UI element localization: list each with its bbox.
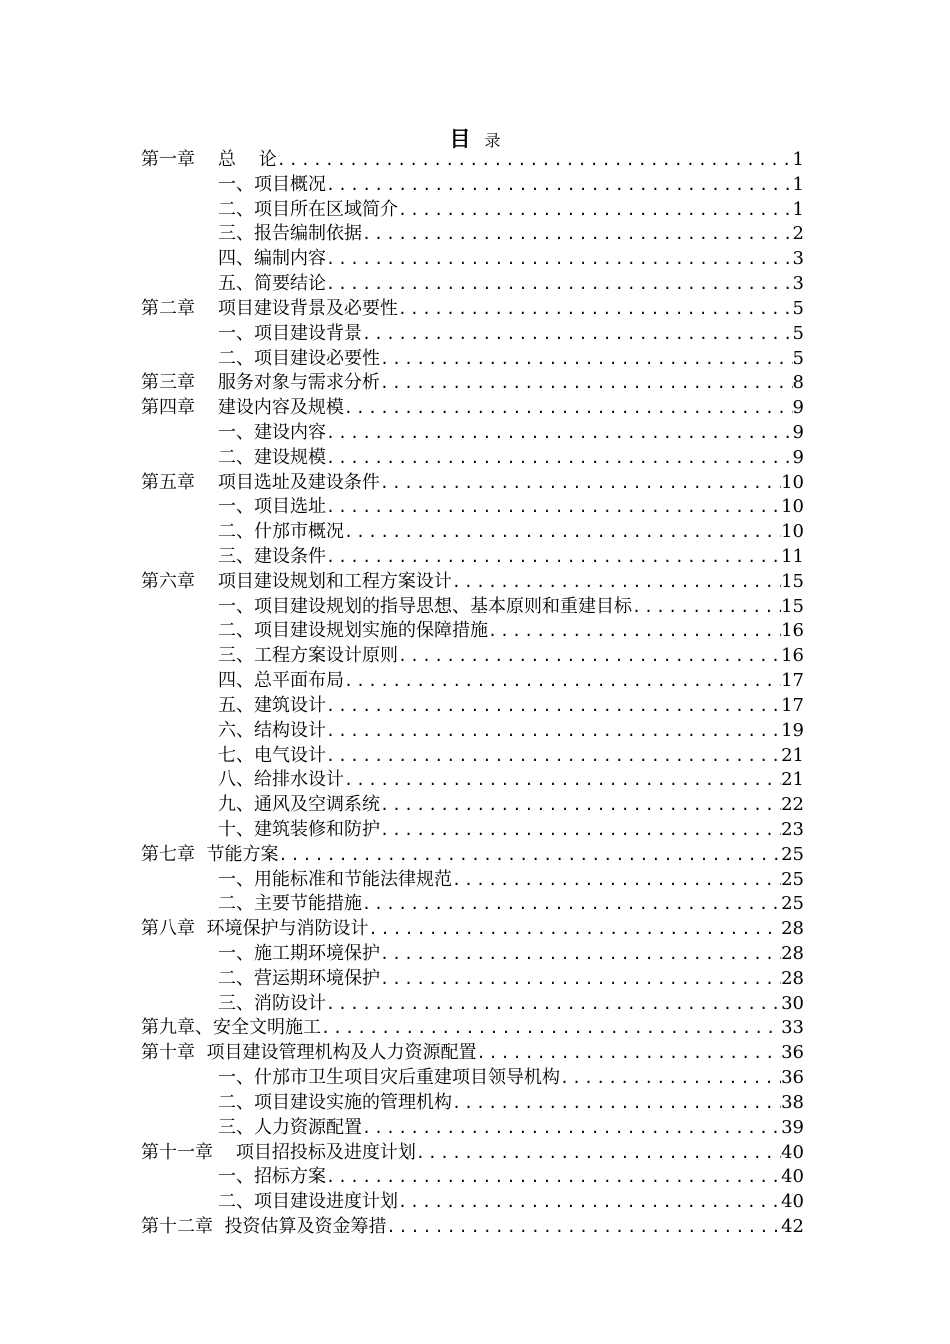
toc-entry-label: 二、什邡市概况	[218, 521, 344, 543]
toc-leader-dots	[632, 595, 781, 620]
toc-entry-label: 二、建设规模	[218, 446, 326, 468]
toc-leader-dots	[416, 1141, 781, 1166]
toc-chapter-entry[interactable]	[141, 570, 804, 595]
toc-entry-label: 一、项目概况	[218, 173, 326, 195]
toc-leader-dots	[452, 868, 781, 893]
toc-section-entry[interactable]	[141, 272, 804, 297]
toc-entry-label: 五、简要结论	[218, 273, 326, 295]
toc-chapter-entry[interactable]	[141, 396, 804, 421]
toc-section-entry[interactable]	[141, 1066, 804, 1091]
toc-page-number: 9	[792, 397, 804, 419]
toc-page-number: 25	[781, 893, 804, 915]
toc-leader-dots	[326, 272, 793, 297]
toc-title-suffix: 录	[484, 131, 501, 150]
toc-page-number: 10	[781, 521, 804, 543]
toc-page-number: 3	[792, 248, 804, 270]
toc-page-number: 40	[781, 1166, 804, 1188]
toc-entry-label: 第十一章 项目招投标及进度计划	[141, 1141, 416, 1163]
toc-leader-dots	[380, 818, 781, 843]
toc-section-entry[interactable]	[141, 595, 804, 620]
toc-page-number: 5	[792, 347, 804, 369]
toc-page-number: 40	[781, 1141, 804, 1163]
toc-entry-label: 第四章 建设内容及规模	[141, 397, 344, 419]
toc-leader-dots	[380, 347, 793, 372]
toc-entry-label: 第二章 项目建设背景及必要性	[141, 297, 398, 319]
toc-entry-label: 二、项目建设进度计划	[218, 1191, 398, 1213]
toc-entry-label: 六、结构设计	[218, 719, 326, 741]
toc-page-number: 30	[781, 992, 804, 1014]
toc-entry-label: 第八章 环境保护与消防设计	[141, 918, 369, 940]
toc-page-number: 15	[781, 595, 804, 617]
toc-leader-dots	[344, 396, 793, 421]
toc-chapter-entry[interactable]	[141, 1016, 804, 1041]
toc-leader-dots	[277, 148, 793, 173]
toc-entry-label: 第六章 项目建设规划和工程方案设计	[141, 570, 452, 592]
toc-leader-dots	[398, 198, 793, 223]
toc-entry-label: 一、什邡市卫生项目灾后重建项目领导机构	[218, 1067, 560, 1089]
toc-entry-label: 一、项目建设背景	[218, 322, 362, 344]
toc-entry-label: 第五章 项目选址及建设条件	[141, 471, 380, 493]
toc-leader-dots	[476, 1041, 781, 1066]
toc-entry-label: 二、项目建设规划实施的保障措施	[218, 620, 488, 642]
toc-title-main: 目	[449, 126, 471, 151]
toc-chapter-entry[interactable]	[141, 917, 804, 942]
toc-section-entry[interactable]	[141, 793, 804, 818]
toc-entry-label: 三、消防设计	[218, 992, 326, 1014]
toc-leader-dots	[344, 768, 781, 793]
toc-page-number: 40	[781, 1191, 804, 1213]
toc-page-number: 28	[781, 918, 804, 940]
toc-section-entry[interactable]	[141, 992, 804, 1017]
toc-entry-label: 第一章 总 论	[141, 149, 277, 170]
toc-chapter-entry[interactable]	[141, 471, 804, 496]
toc-leader-dots	[326, 173, 793, 198]
toc-leader-dots	[380, 371, 793, 396]
toc-page-number: 10	[781, 496, 804, 518]
toc-leader-dots	[326, 744, 781, 769]
toc-entry-label: 第十二章 投资估算及资金筹措	[141, 1215, 387, 1237]
toc-entry-label: 三、建设条件	[218, 546, 326, 567]
toc-page-number: 15	[781, 570, 804, 592]
toc-leader-dots	[362, 222, 793, 247]
toc-page-number: 5	[792, 297, 804, 319]
toc-leader-dots	[362, 322, 793, 347]
toc-page-number: 36	[781, 1042, 804, 1064]
toc-leader-dots	[488, 619, 781, 644]
toc-section-entry[interactable]	[141, 744, 804, 769]
toc-page-number: 25	[781, 868, 804, 890]
toc-entry-label: 二、项目建设实施的管理机构	[218, 1091, 452, 1113]
toc-page-number: 42	[781, 1215, 804, 1237]
toc-page-number: 9	[792, 421, 804, 443]
toc-entry-label: 三、报告编制依据	[218, 223, 362, 245]
toc-page-number: 28	[781, 943, 804, 964]
toc-entry-label: 七、电气设计	[218, 744, 326, 766]
toc-section-entry[interactable]	[141, 1190, 804, 1215]
toc-page-number: 5	[792, 322, 804, 344]
toc-section-entry[interactable]	[141, 173, 804, 198]
toc-entry-label: 一、施工期环境保护	[218, 943, 380, 964]
toc-entry-label: 二、项目建设必要性	[218, 347, 380, 369]
toc-page-number: 36	[781, 1067, 804, 1089]
toc-section-entry[interactable]	[141, 520, 804, 545]
toc-page-number: 21	[781, 744, 804, 766]
toc-leader-dots	[452, 1091, 781, 1116]
toc-leader-dots	[368, 917, 781, 942]
toc-leader-dots	[386, 1215, 781, 1240]
toc-entry-label: 一、建设内容	[218, 421, 326, 443]
toc-leader-dots	[326, 1165, 781, 1190]
toc-leader-dots	[362, 1116, 781, 1141]
toc-leader-dots	[380, 967, 781, 992]
toc-section-entry[interactable]	[141, 545, 804, 570]
toc-section-entry[interactable]	[141, 446, 804, 471]
toc-section-entry[interactable]	[141, 347, 804, 372]
toc-leader-dots	[452, 570, 781, 595]
toc-leader-dots	[326, 992, 781, 1017]
toc-section-entry[interactable]	[141, 644, 804, 669]
toc-section-entry[interactable]	[141, 1116, 804, 1141]
toc-chapter-entry[interactable]	[141, 1041, 804, 1066]
toc-page-number: 16	[781, 620, 804, 642]
toc-page-number: 1	[792, 149, 804, 170]
toc-page-number: 22	[781, 794, 804, 816]
toc-page-number: 3	[792, 273, 804, 295]
toc-page-number: 19	[781, 719, 804, 741]
toc-entry-label: 一、项目建设规划的指导思想、基本原则和重建目标	[218, 595, 632, 617]
toc-entry-label: 二、项目所在区域简介	[218, 198, 398, 220]
toc-leader-dots	[398, 297, 793, 322]
toc-page-number: 10	[781, 471, 804, 493]
toc-leader-dots	[344, 520, 781, 545]
toc-section-entry[interactable]	[141, 669, 804, 694]
toc-section-entry[interactable]	[141, 1091, 804, 1116]
toc-section-entry[interactable]	[141, 694, 804, 719]
toc-leader-dots	[321, 1016, 781, 1041]
toc-leader-dots	[326, 421, 793, 446]
toc-page-number: 9	[792, 446, 804, 468]
toc-entry-label: 三、工程方案设计原则	[218, 645, 398, 667]
toc-section-entry[interactable]	[141, 868, 804, 893]
toc-entry-label: 三、人力资源配置	[218, 1116, 362, 1138]
toc-entry-label: 十、建筑装修和防护	[218, 818, 380, 840]
toc-section-entry[interactable]	[141, 247, 804, 272]
toc-section-entry[interactable]	[141, 198, 804, 223]
toc-chapter-entry[interactable]	[141, 148, 804, 173]
toc-page-number: 17	[781, 670, 804, 692]
toc-leader-dots	[326, 694, 781, 719]
toc-entry-label: 第九章、安全文明施工	[141, 1017, 321, 1039]
toc-page-number: 39	[781, 1116, 804, 1138]
toc-page-number: 38	[781, 1091, 804, 1113]
toc-page-number: 1	[792, 173, 804, 195]
toc-page-number: 33	[781, 1017, 804, 1039]
toc-entry-label: 二、营运期环境保护	[218, 967, 380, 989]
toc-page-number: 17	[781, 694, 804, 716]
toc-page-number: 21	[781, 769, 804, 791]
toc-section-entry[interactable]	[141, 322, 804, 347]
toc-page-number: 2	[792, 223, 804, 245]
toc-entry-label: 一、用能标准和节能法律规范	[218, 868, 452, 890]
toc-leader-dots	[380, 471, 781, 496]
toc-leader-dots	[362, 892, 781, 917]
toc-entry-label: 第七章 节能方案	[141, 843, 279, 865]
toc-leader-dots	[326, 495, 781, 520]
toc-entry-label: 九、通风及空调系统	[218, 794, 380, 816]
toc-chapter-entry[interactable]	[141, 1141, 804, 1166]
toc-leader-dots	[326, 545, 781, 570]
toc-page-number: 16	[781, 645, 804, 667]
toc-entry-label: 二、主要节能措施	[218, 893, 362, 915]
toc-section-entry[interactable]	[141, 892, 804, 917]
toc-section-entry[interactable]	[141, 719, 804, 744]
toc-leader-dots	[380, 942, 781, 967]
toc-page-number: 25	[781, 843, 804, 865]
toc-page-number: 1	[792, 198, 804, 220]
toc-section-entry[interactable]	[141, 619, 804, 644]
toc-chapter-entry[interactable]	[141, 843, 804, 868]
toc-entry-label: 四、编制内容	[218, 248, 326, 270]
toc-leader-dots	[380, 793, 781, 818]
toc-page-number: 8	[792, 372, 804, 394]
toc-section-entry[interactable]	[141, 818, 804, 843]
toc-leader-dots	[344, 669, 781, 694]
toc-section-entry[interactable]	[141, 967, 804, 992]
table-of-contents	[141, 148, 804, 1240]
toc-leader-dots	[278, 843, 781, 868]
toc-entry-label: 第十章 项目建设管理机构及人力资源配置	[141, 1042, 477, 1064]
toc-entry-label: 八、给排水设计	[218, 769, 344, 791]
toc-page-number: 28	[781, 967, 804, 989]
toc-section-entry[interactable]	[141, 222, 804, 247]
toc-page-number: 11	[781, 546, 804, 567]
toc-chapter-entry[interactable]	[141, 371, 804, 396]
toc-leader-dots	[326, 247, 793, 272]
toc-entry-label: 第三章 服务对象与需求分析	[141, 372, 380, 394]
toc-entry-label: 一、招标方案	[218, 1166, 326, 1188]
toc-entry-label: 四、总平面布局	[218, 670, 344, 692]
toc-entry-label: 一、项目选址	[218, 496, 326, 518]
toc-leader-dots	[326, 446, 793, 471]
toc-leader-dots	[398, 644, 781, 669]
toc-chapter-entry[interactable]	[141, 1215, 804, 1240]
toc-leader-dots	[560, 1066, 781, 1091]
toc-section-entry[interactable]	[141, 942, 804, 967]
toc-section-entry[interactable]	[141, 421, 804, 446]
toc-leader-dots	[326, 719, 781, 744]
toc-leader-dots	[398, 1190, 781, 1215]
toc-entry-label: 五、建筑设计	[218, 694, 326, 716]
toc-section-entry[interactable]	[141, 495, 804, 520]
toc-section-entry[interactable]	[141, 768, 804, 793]
toc-chapter-entry[interactable]	[141, 297, 804, 322]
toc-page-number: 23	[781, 818, 804, 840]
toc-section-entry[interactable]	[141, 1165, 804, 1190]
